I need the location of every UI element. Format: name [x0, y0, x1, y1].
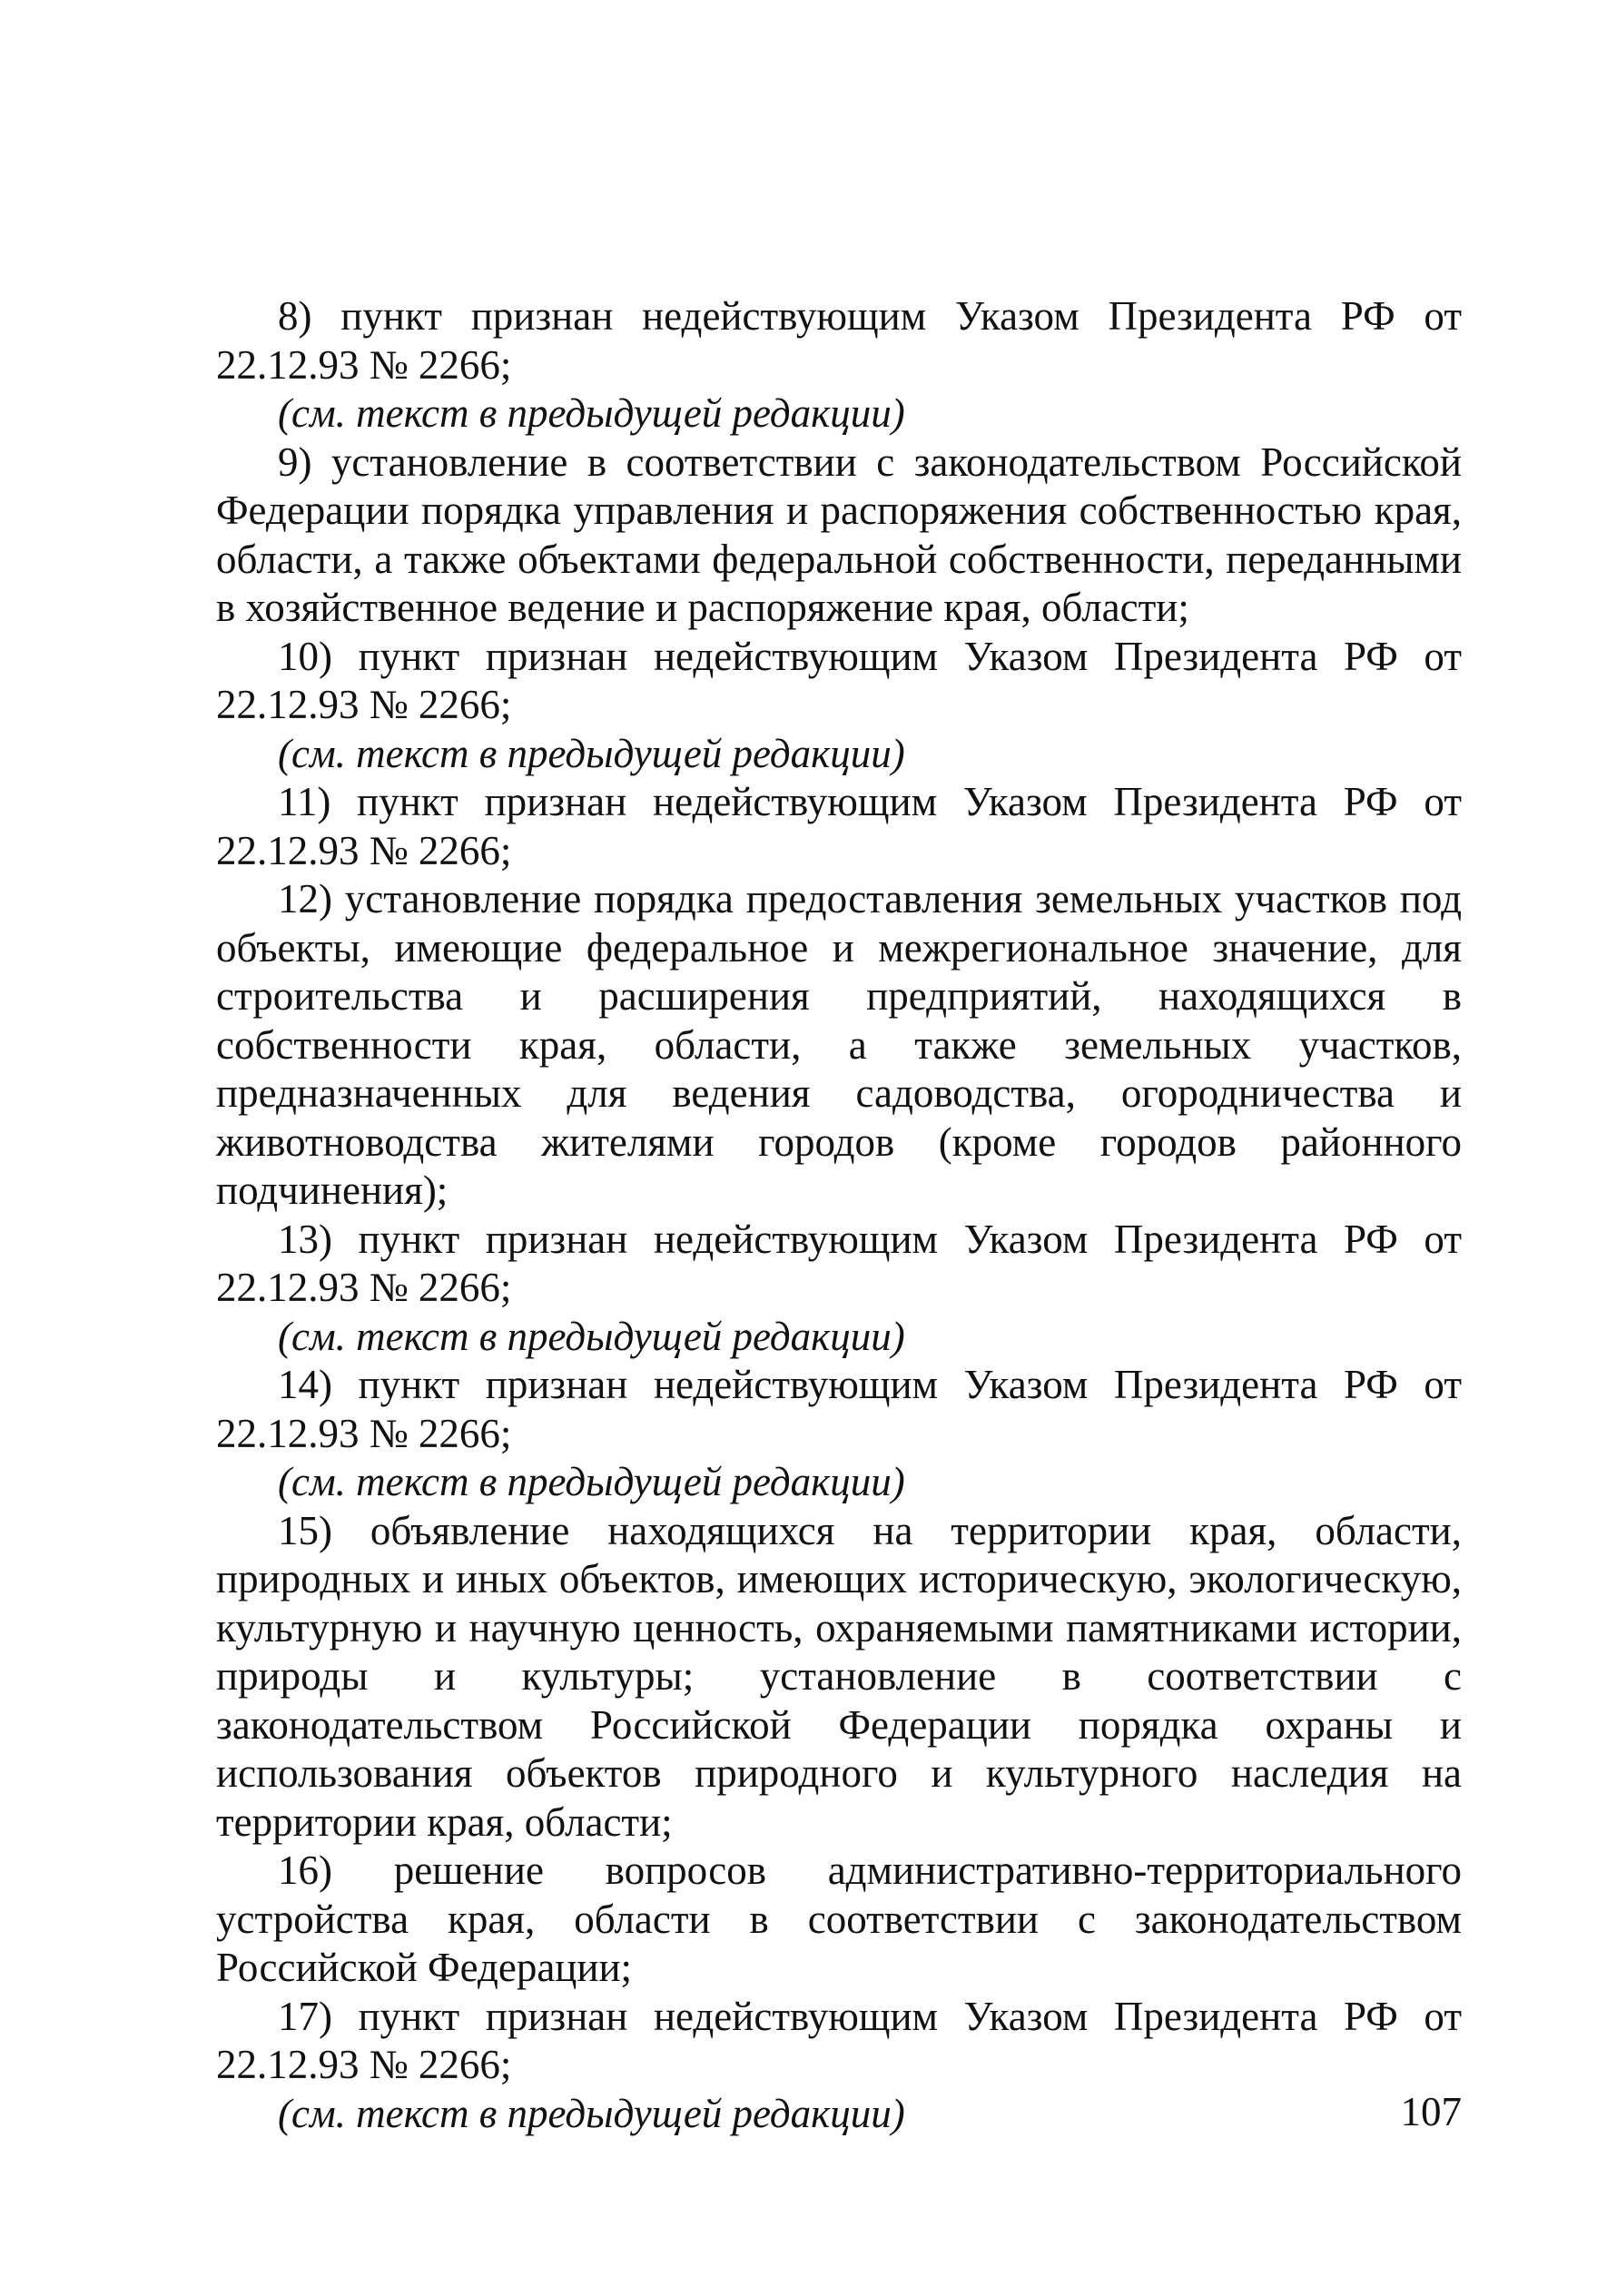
edition-note: (см. текст в предыдущей редакции): [278, 1459, 905, 1504]
item-11: 11) пункт признан недействующим Указом Президента РФ от 22.12.93 № 2266;: [216, 779, 1462, 873]
item-12: 12) установление порядка предоставления земельных участков под объекты, имеющие федеральное и межрегиональное значение, для строительства и расширения предприятий, находящихся в собственности края, области, а также земельных участков, предназначенных для ведения садоводства, огородничества и животноводства жителями городов (кроме городов районного подчинения);: [216, 876, 1462, 1213]
item-17: 17) пункт признан недействующим Указом Президента РФ от 22.12.93 № 2266;: [216, 1993, 1462, 2087]
item-10: 10) пункт признан недействующим Указом Президента РФ от 22.12.93 № 2266;: [216, 633, 1462, 727]
page-number: 107: [1400, 2089, 1462, 2134]
item-16: 16) решение вопросов административно-территориального устройства края, области в соответствии с законодательством Российской Федерации;: [216, 1848, 1462, 1990]
edition-note: (см. текст в предыдущей редакции): [278, 390, 905, 436]
edition-note: (см. текст в предыдущей редакции): [278, 2090, 905, 2136]
item-13: 13) пункт признан недействующим Указом Президента РФ от 22.12.93 № 2266;: [216, 1216, 1462, 1310]
document-body: [216, 292, 1462, 2138]
item-9: 9) установление в соответствии с законодательством Российской Федерации порядка управления и распоряжения собственностью края, области, а также объектами федеральной собственности, переданными в хозяйственное ведение и распоряжение края, области;: [216, 439, 1462, 630]
edition-note: (см. текст в предыдущей редакции): [278, 730, 905, 776]
item-15: 15) объявление находящихся на территории края, области, природных и иных объектов, имеющих историческую, экологическую, культурную и научную ценность, охраняемыми памятниками истории, природы и культуры; установление в соответствии с законодательством Российской Федерации порядка охраны и использования объектов природного и культурного наследия на территории края, области;: [216, 1507, 1462, 1845]
item-8: 8) пункт признан недействующим Указом Президента РФ от 22.12.93 № 2266;: [216, 293, 1462, 388]
edition-note: (см. текст в предыдущей редакции): [278, 1313, 905, 1359]
item-14: 14) пункт признан недействующим Указом Президента РФ от 22.12.93 № 2266;: [216, 1362, 1462, 1456]
